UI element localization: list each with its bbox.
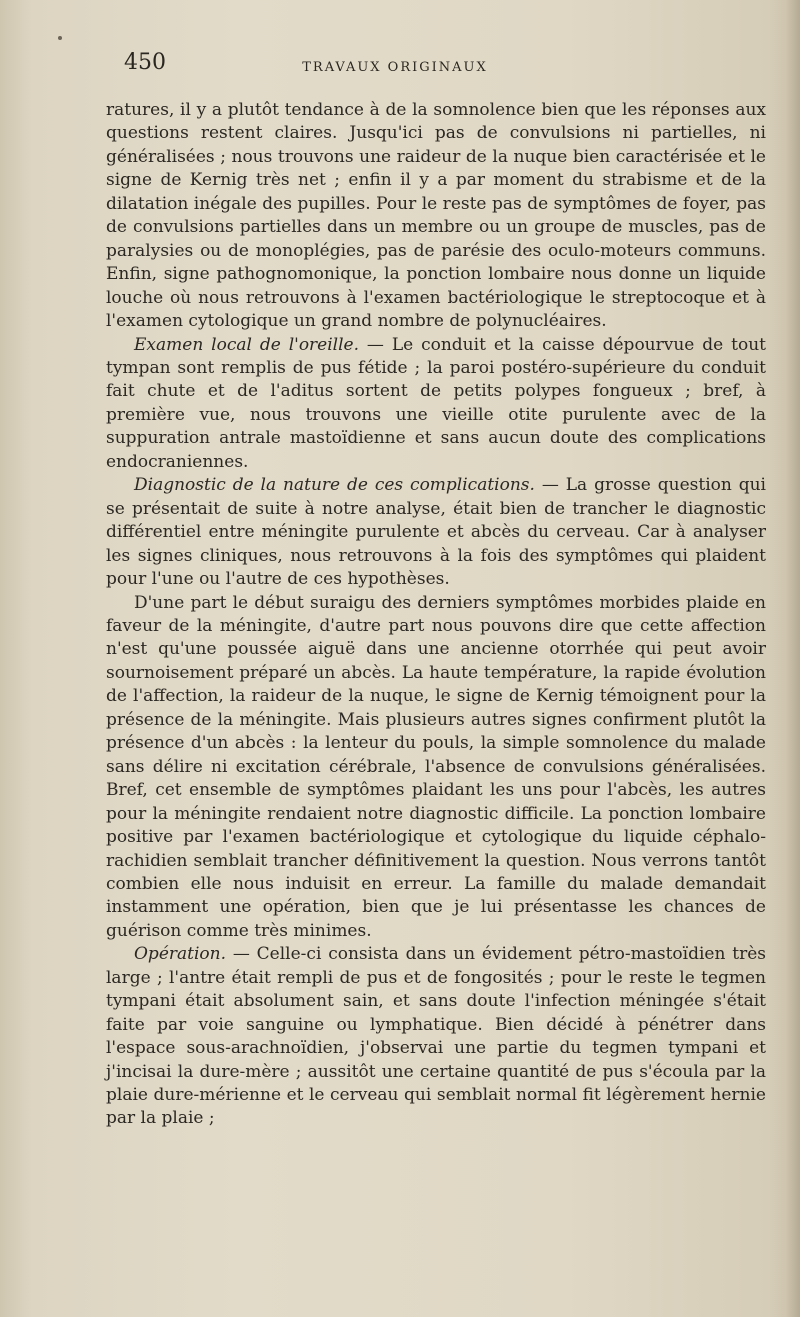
paragraph-continuation <box>106 99 766 334</box>
ink-spot <box>58 36 62 40</box>
paragraph-text: ratures, il y a plutôt tendance à de la somnolence bien que les réponses aux questions restent claires. Jusqu'ici pas de convulsions ni partielles, ni généralisées ; nous trouvons une raideur de la nuque bien caractérisée et le signe de Kernig très net ; enfin il y a par moment du strabisme et de la dilatation inégale des pupilles. Pour le reste pas de symptômes de foyer, pas de convulsions partielles dans un membre ou un groupe de muscles, pas de paralysies ou de monoplégies, pas de parésie des oculo-moteurs communs. Enfin, signe pathognomonique, la ponction lombaire nous donne un liquide louche où nous retrouvons à l'examen bactériologique le streptocoque et à l'examen cytologique un grand nombre de polynucléaires. <box>106 100 766 332</box>
body-text <box>106 99 766 1131</box>
paragraph-discussion <box>106 592 766 944</box>
section-heading: Diagnostic de la nature de ces complications. <box>134 475 535 496</box>
paragraph-examen-local <box>106 334 766 475</box>
paragraph-diagnostic <box>106 474 766 591</box>
page-edge-shadow <box>786 0 800 1317</box>
section-heading: Opération. <box>134 944 226 965</box>
paragraph-text: — La grosse question qui se présentait de suite à notre analyse, était bien de trancher le diagnostic différentiel entre méningite purulente et abcès du cerveau. Car à analyser les signes cliniques, nous retrouvons à la fois des symptômes qui plaident pour l'une ou l'autre de ces hypothèses. <box>106 475 766 590</box>
paragraph-text: D'une part le début suraigu des derniers symptômes morbides plaide en faveur de la méningite, d'autre part nous pouvons dire que cette affection n'est qu'une poussée aiguë dans une ancienne otorrhée qui peut avoir sournoisement préparé un abcès. La haute température, la rapide évolution de l'affection, la raideur de la nuque, le signe de Kernig témoignent pour la présence de la méningite. Mais plusieurs autres signes confirment plutôt la présence d'un abcès : la lenteur du pouls, la simple somnolence du malade sans délire ni excitation cérébrale, l'absence de convulsions généralisées. Bref, cet ensemble de symptômes plaidant les uns pour l'abcès, les autres pour la méningite rendaient notre diagnostic difficile. La ponction lombaire positive par l'examen bactériologique et cytologique du liquide céphalo-rachidien semblait trancher définitivement la question. Nous verrons tantôt combien elle nous induisit en erreur. La famille du malade demandait instamment une opération, bien que je lui présentasse les chances de guérison comme très minimes. <box>106 592 766 941</box>
paragraph-operation <box>106 943 766 1131</box>
section-heading: Examen local de l'oreille. <box>134 334 360 355</box>
page-number: 450 <box>124 50 166 75</box>
running-title: TRAVAUX ORIGINAUX <box>302 60 488 75</box>
paragraph-text: — Le conduit et la caisse dépourvue de tout tympan sont remplis de pus fétide ; la paroi postéro-supérieure du conduit fait chute et de l'aditus sortent de petits polypes fongueux ; bref, à première vue, nous trouvons une vieille otite purulente avec de la suppuration antrale mastoïdienne et sans aucun doute des complications endocraniennes. <box>106 334 766 472</box>
paragraph-text: — Celle-ci consista dans un évidement pétro-mastoïdien très large ; l'antre était rempli de pus et de fongosités ; pour le reste le tegmen tympani était absolument sain, et sans doute l'infection méningée s'était faite par voie sanguine ou lymphatique. Bien décidé à pénétrer dans l'espace sous-arachnoïdien, j'observai une partie du tegmen tympani et j'incisai la dure-mère ; aussitôt une certaine quantité de pus s'écoula par la plaie dure-mérienne et le cerveau qui semblait normal fit légèrement hernie par la plaie ; <box>106 944 766 1129</box>
